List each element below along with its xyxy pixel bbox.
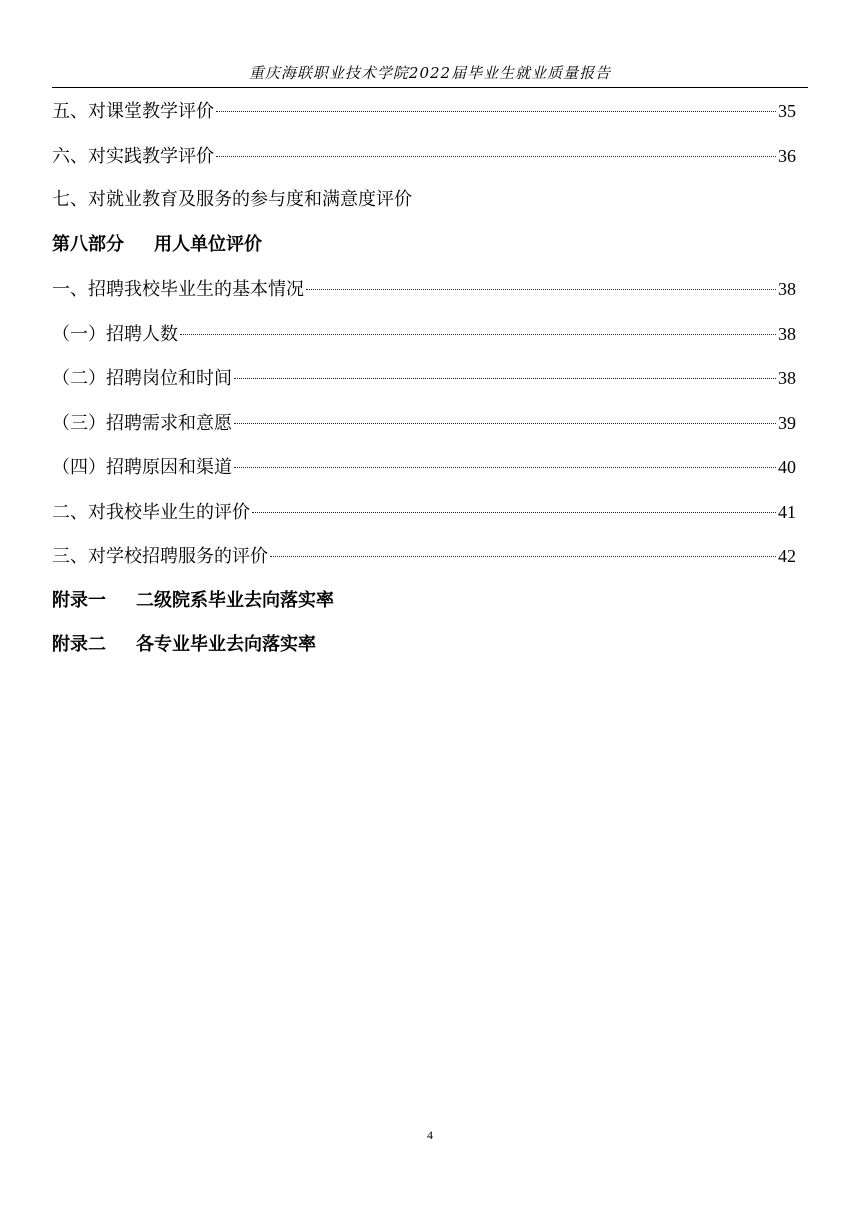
toc-leader-dots [216,156,776,157]
toc-appendix-title: 二级院系毕业去向落实率 [136,589,334,611]
toc-entry-page: 38 [778,323,796,344]
toc-entry-label: 一、招聘我校毕业生的基本情况 [52,279,304,300]
toc-entry[interactable] [52,454,796,499]
toc-entry[interactable] [52,543,796,588]
toc-section-heading[interactable] [52,232,796,277]
header-rule [52,87,808,88]
toc-section-title: 用人单位评价 [154,233,262,255]
toc-entry-label: 三、对学校招聘服务的评价 [52,546,268,567]
toc-entry[interactable] [52,365,796,410]
toc-leader-dots [216,111,776,112]
toc-leader-dots [270,556,776,557]
toc-appendix-heading[interactable] [52,588,796,633]
toc-leader-dots [252,512,776,513]
toc-entry[interactable] [52,143,796,188]
toc-entry[interactable] [52,410,796,455]
toc-entry-label: 二、对我校毕业生的评价 [52,501,250,523]
page-number: 4 [427,1128,433,1142]
toc-leader-dots [306,289,776,290]
toc-entry[interactable] [52,276,796,321]
toc-entry-label: （三）招聘需求和意愿 [52,412,232,434]
toc-entry-page: 41 [778,501,796,522]
table-of-contents [52,98,796,677]
running-header-title: 重庆海联职业技术学院2022届毕业生就业质量报告 [248,64,612,82]
toc-appendix-title: 各专业毕业去向落实率 [136,634,316,655]
toc-entry-page: 42 [778,546,796,566]
toc-entry-label: 七、对就业教育及服务的参与度和满意度评价 [52,189,412,210]
toc-leader-dots [234,467,776,468]
toc-entry[interactable] [52,98,796,143]
toc-leader-dots [234,423,776,424]
toc-entry[interactable] [52,321,796,366]
toc-entry-label: （二）招聘岗位和时间 [52,368,232,389]
toc-leader-dots [234,378,776,379]
toc-appendix-number: 附录二 各专业毕业去向落实率 [52,634,316,655]
toc-entry[interactable] [52,499,796,544]
toc-appendix-heading[interactable] [52,632,796,677]
toc-section-number: 第八部分 用人单位评价 [52,233,262,255]
toc-entry-page: 38 [778,368,796,388]
toc-entry[interactable] [52,187,796,232]
toc-entry-page: 40 [778,457,796,477]
toc-entry-label: （一）招聘人数 [52,323,178,345]
toc-leader-dots [180,334,776,335]
toc-entry-label: 五、对课堂教学评价 [52,101,214,122]
toc-entry-page: 38 [778,279,796,299]
toc-entry-page: 36 [778,145,796,166]
toc-entry-page: 35 [778,101,796,121]
toc-appendix-number: 附录一 二级院系毕业去向落实率 [52,589,334,611]
toc-entry-label: （四）招聘原因和渠道 [52,457,232,478]
toc-entry-label: 六、对实践教学评价 [52,145,214,167]
toc-entry-page: 39 [778,412,796,433]
